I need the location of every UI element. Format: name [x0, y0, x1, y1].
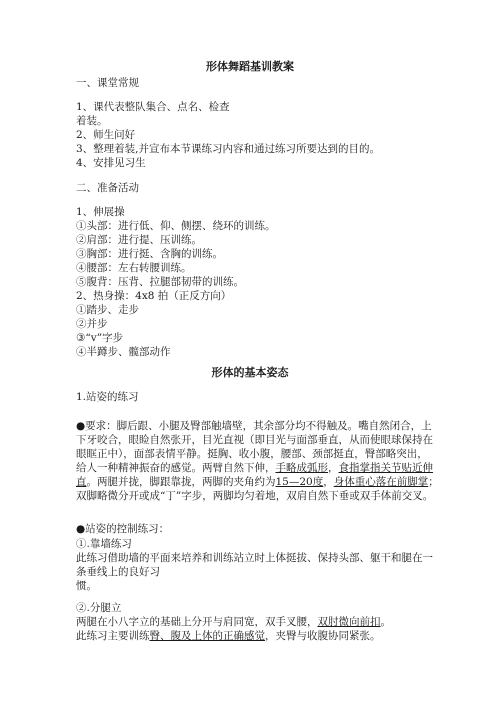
split-stance-title: ②.分腿立	[76, 602, 122, 614]
section-heading-warmup: 二、准备活动	[76, 182, 139, 194]
routine-item-2: 2、师生问好	[76, 129, 136, 141]
requirement-text: ，	[328, 462, 339, 474]
section-heading-routine: 一、课堂常规	[76, 77, 139, 89]
wall-practice-line-2: 条垂线上的良好习	[76, 566, 160, 578]
stretch-item-back: ⑤腹背：压背、拉腿部韧带的训练。	[76, 276, 244, 288]
split-stance-text: 此练习主要训练	[76, 630, 150, 642]
standing-practice-heading: 1.站姿的练习	[76, 391, 139, 403]
control-practice-heading: ●站姿的控制练习：	[76, 523, 170, 535]
stretch-item-head: ①头部：进行低、仰、侧摆、绕环的训练。	[76, 220, 276, 232]
requirement-text: 给人一种精神振奋的感觉。两臂自然下伸，	[76, 462, 276, 474]
split-stance-text: 。	[380, 616, 391, 628]
underlined-phrase: 双肘微向前扣	[317, 616, 381, 628]
warmup-heading: 2、热身操：4x8 拍（正反方向）	[76, 290, 232, 302]
wall-practice-line-1: 此练习借助墙的平面来培养和训练站立时上体挺拔、保持头部、躯干和腿在一	[76, 552, 433, 564]
stretch-item-shoulder: ②肩部：进行提、压训练。	[76, 234, 202, 246]
stretch-item-waist: ④腰部：左右转腰训练。	[76, 262, 192, 274]
warmup-item-1: ①踏步、走步	[76, 304, 139, 316]
split-stance-text: ，夹臀与收腹协同紧张。	[265, 630, 381, 642]
routine-item-4: 4、安排见习生	[76, 157, 146, 169]
split-stance-line-1	[76, 615, 391, 629]
warmup-item-4: ④半蹲步、髋部动作	[76, 346, 171, 358]
requirement-line-1: ●要求：脚后跟、小腿及臀部触墙壁，其余部分均不得触及。嘴自然闭合，上	[76, 420, 432, 432]
requirement-text: ，	[323, 476, 334, 488]
stretch-heading: 1、伸展操	[76, 206, 125, 218]
requirement-line-3: 眼眶正中），面部表情平静。挺胸、收小腹，腰部、颈部挺直，臀部略突出，	[76, 448, 428, 460]
wall-practice-line-3: 惯。	[76, 580, 97, 592]
warmup-item-3: ③“v”字步	[76, 332, 124, 344]
underlined-phrase: 食指掌指关节贴近伸	[338, 462, 433, 474]
requirement-line-6: 双脚略微分开或成“丁”字步，两脚均匀着地，双肩自然下垂或双手体前交叉。	[76, 490, 434, 502]
requirement-line-5	[76, 475, 439, 489]
underlined-phrase: 身体重心落在前脚掌	[333, 476, 429, 488]
stretch-item-chest: ③胸部：进行挺、含胸的训练。	[76, 248, 223, 260]
routine-item-3: 3、整理着装,并宣布本节课练习内容和通过练习所要达到的目的。	[76, 143, 381, 155]
requirement-line-2: 下牙咬合，眼睑自然张开，目光直视（即目光与面部垂直，从而使眼球保持在	[76, 434, 433, 446]
document-title: 形体舞蹈基训教案	[206, 60, 294, 73]
underlined-phrase: 直	[76, 476, 87, 488]
requirement-line-4	[76, 461, 433, 475]
underlined-phrase: 臀、腹及上体的正确感觉	[149, 630, 265, 642]
routine-item-1-cont: 着装。	[76, 115, 108, 127]
wall-practice-title: ①.靠墙练习	[76, 538, 132, 550]
section-heading-posture: 形体的基本姿态	[211, 366, 289, 379]
underlined-phrase: 手略成弧形	[275, 462, 328, 474]
requirement-text: ；	[428, 476, 439, 488]
split-stance-line-2	[76, 629, 381, 643]
warmup-item-2: ②并步	[76, 318, 108, 330]
routine-item-1: 1、课代表整队集合、点名、检查	[76, 101, 230, 113]
split-stance-text: 两腿在小八字立的基础上分开与肩同宽，双手叉腰，	[76, 616, 318, 628]
requirement-text: 。两腿并拢，脚跟靠拢，两脚的夹角约为	[86, 476, 276, 488]
underlined-phrase: 15—20度	[275, 476, 324, 488]
